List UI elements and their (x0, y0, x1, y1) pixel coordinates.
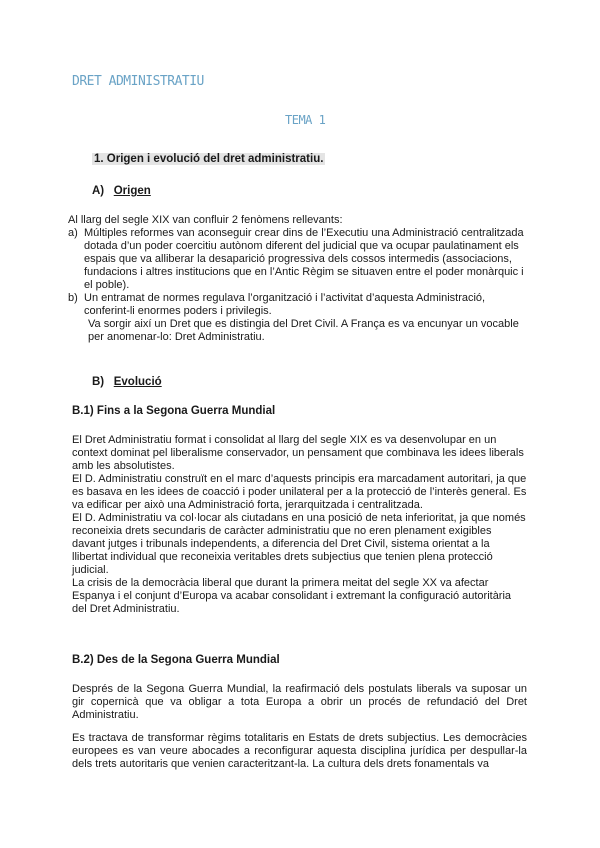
list-item-a-marker: a) (68, 227, 78, 239)
section-b1-body (72, 434, 527, 616)
section-b1-heading: B.1) Fins a la Segona Guerra Mundial (72, 405, 276, 417)
list-item-b (68, 292, 530, 318)
section-a-marker: A) (92, 185, 105, 197)
section-1-heading (92, 153, 325, 165)
section-b-heading (92, 376, 162, 388)
section-b1-paragraph: El D. Administratiu construït en el marc d’aquests principis era marcadament autoritari, ja que es basava en les idees de coacció i poder unilateral per a la protecció de l’interès general. Es va edificar per això una Administració forta, jerarquitzada i centralitzada. (72, 473, 527, 511)
section-1-heading-text: 1. Origen i evolució del dret administratiu. (94, 153, 324, 165)
section-b2-paragraph: Es tractava de transformar règims totalitaris en Estats de drets subjectius. Les democràcies europees es van veure abocades a reconfigurar aquesta disciplina jurídica per despullar-la dels trets autoritaris que venien caracteritzant-la. La cultura dels drets fonamentals va (72, 732, 527, 770)
tema-heading: TEMA 1 (285, 113, 326, 127)
section-b1-paragraph: El Dret Administratiu format i consolidat al llarg del segle XIX es va desenvolupar en un context dominat pel liberalisme conservador, un pensament que combinava les idees liberals amb les absolutistes. (72, 434, 524, 472)
list-item-a-text: Múltiples reformes van aconseguir crear dins de l’Executiu una Administració centralitzada dotada d’un poder coercitiu autònom diferent del judicial que va ocupar paulatinament els espais que va alliberar la desaparició progressiva dels cossos intermedis (associacions, fundacions i altres institucions que en l’Antic Règim se situaven entre el poder monàrquic i el poble). (84, 227, 524, 291)
list-item-b-text: Un entramat de normes regulava l’organització i l’activitat d’aquesta Administració, conferint-li enormes poders i privilegis. (84, 292, 486, 317)
section-a-title: Origen (113, 185, 151, 197)
section-a-body (68, 214, 530, 344)
section-b2-heading: B.2) Des de la Segona Guerra Mundial (72, 654, 280, 666)
document-title: DRET ADMINISTRATIU (72, 74, 204, 89)
list-item-a (68, 227, 530, 292)
section-b-marker: B) (92, 376, 105, 388)
section-b1-paragraph: La crisis de la democràcia liberal que durant la primera meitat del segle XX va afectar Espanya i el conjunt d’Europa va acabar consolidant i extremant la configuració autoritària del Dret Administratiu. (72, 577, 512, 615)
section-b1-paragraph: El D. Administratiu va col·locar als ciutadans en una posició de neta inferioritat, ja que només reconeixia drets secundaris de caràcter administratiu que no eren plenament exigibles davant jutges i tribunals independents, a diferencia del Dret Civil, sistema orientat a la llibertat individual que reconeixia veritables drets subjectius que tenien plena protecció judicial. (72, 512, 526, 576)
section-b2-paragraph: Després de la Segona Guerra Mundial, la reafirmació dels postulats liberals va suposar un gir copernicà que va obligar a tota Europa a obrir un procés de refundació del Dret Administratiu. (72, 683, 527, 721)
section-a-note: Va sorgir així un Dret que es distingia del Dret Civil. A França es va encunyar un vocable per anomenar-lo: Dret Administratiu. (88, 318, 519, 343)
section-a-intro: Al llarg del segle XIX van confluir 2 fenòmens rellevants: (68, 214, 343, 226)
section-b-title: Evolució (113, 376, 162, 388)
section-b2-body (72, 683, 527, 771)
section-a-heading (92, 185, 151, 197)
list-item-b-marker: b) (68, 292, 78, 304)
